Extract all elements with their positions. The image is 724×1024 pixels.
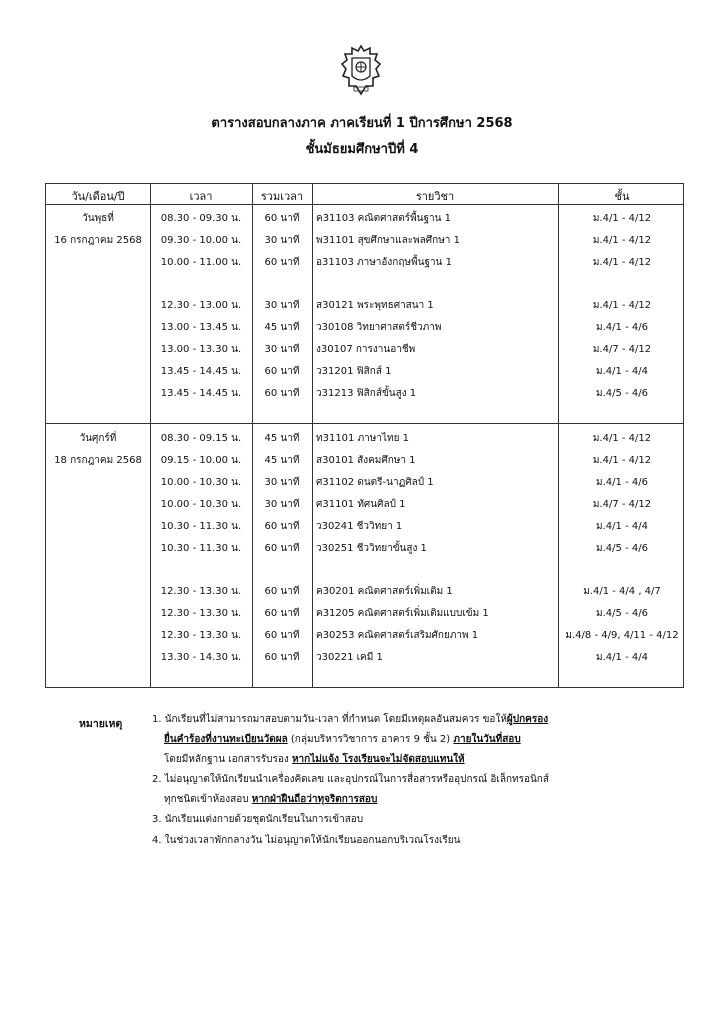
column-header-time: เวลา	[189, 190, 213, 203]
notes-label: หมายเหตุ	[79, 718, 123, 730]
row-duration: 30 นาที	[264, 344, 300, 355]
page-subtitle: ชั้นมัธยมศึกษาปีที่ 4	[305, 142, 419, 157]
day1-weekday: วันพุธที่	[82, 213, 114, 224]
row-subject: ส30121 พระพุทธศาสนา 1	[316, 300, 434, 311]
note-1-line-1	[152, 713, 548, 727]
row-time: 12.30 - 13.00 น.	[160, 300, 242, 311]
row-level: ม.4/5 - 4/6	[596, 543, 648, 554]
row-duration: 60 นาที	[264, 652, 300, 663]
school-crest-icon	[340, 44, 382, 96]
row-subject: ค30201 คณิตศาสตร์เพิ่มเติม 1	[316, 586, 453, 597]
row-level: ม.4/1 - 4/4	[596, 366, 648, 377]
row-time: 13.30 - 14.30 น.	[160, 652, 242, 663]
row-duration: 30 นาที	[264, 499, 300, 510]
row-subject: ค30253 คณิตศาสตร์เสริมศักยภาพ 1	[316, 630, 479, 641]
row-time: 12.30 - 13.30 น.	[160, 586, 242, 597]
row-subject: ง30107 การงานอาชีพ	[316, 344, 416, 355]
row-time: 13.45 - 14.45 น.	[160, 366, 242, 377]
row-duration: 60 นาที	[264, 543, 300, 554]
row-time: 09.15 - 10.00 น.	[160, 455, 242, 466]
note-text: โดยมีหลักฐาน เอกสารรับรอง	[164, 754, 292, 765]
row-subject: ส30101 สังคมศึกษา 1	[316, 455, 416, 466]
row-subject: ท31101 ภาษาไทย 1	[316, 433, 410, 444]
row-subject: ว31213 ฟิสิกส์ขั้นสูง 1	[316, 388, 417, 399]
row-subject: ว30241 ชีววิทยา 1	[316, 521, 403, 532]
column-header-level: ชั้น	[614, 190, 630, 203]
row-time: 13.45 - 14.45 น.	[160, 388, 242, 399]
row-duration: 45 นาที	[264, 322, 300, 333]
row-duration: 60 นาที	[264, 521, 300, 532]
row-level: ม.4/1 - 4/12	[592, 433, 652, 444]
row-level: ม.4/5 - 4/6	[596, 388, 648, 399]
row-subject: ศ31102 ดนตรี-นาฏศิลป์ 1	[316, 477, 434, 488]
row-level: ม.4/1 - 4/6	[596, 477, 648, 488]
column-header-date: วัน/เดือน/ปี	[71, 190, 125, 203]
row-duration: 60 นาที	[264, 257, 300, 268]
row-time: 10.30 - 11.30 น.	[160, 543, 242, 554]
row-duration: 30 นาที	[264, 235, 300, 246]
row-duration: 60 นาที	[264, 608, 300, 619]
row-time: 10.30 - 11.30 น.	[160, 521, 242, 532]
row-subject: พ31101 สุขศึกษาและพลศึกษา 1	[316, 235, 460, 246]
row-subject: อ31103 ภาษาอังกฤษพื้นฐาน 1	[316, 257, 452, 268]
row-level: ม.4/1 - 4/12	[592, 455, 652, 466]
note-text: ทุกชนิดเข้าห้องสอบ	[164, 794, 252, 805]
note-emphasis: หากไม่แจ้ง โรงเรียนจะไม่จัดสอบแทนให้	[291, 754, 465, 765]
row-time: 08.30 - 09.15 น.	[160, 433, 242, 444]
row-level: ม.4/1 - 4/12	[592, 213, 652, 224]
row-time: 10.00 - 11.00 น.	[160, 257, 242, 268]
row-time: 08.30 - 09.30 น.	[160, 213, 242, 224]
note-3: 3. นักเรียนแต่งกายด้วยชุดนักเรียนในการเข้าสอบ	[152, 814, 364, 825]
column-header-subject: รายวิชา	[415, 190, 455, 203]
row-level: ม.4/7 - 4/12	[592, 499, 652, 510]
row-level: ม.4/8 - 4/9, 4/11 - 4/12	[565, 630, 679, 641]
row-subject: ว30251 ชีววิทยาขั้นสูง 1	[316, 543, 427, 554]
note-text: (กลุ่มบริหารวิชาการ อาคาร 9 ชั้น 2)	[287, 734, 454, 745]
column-header-duration: รวมเวลา	[260, 190, 304, 203]
row-duration: 60 นาที	[264, 366, 300, 377]
row-duration: 60 นาที	[264, 630, 300, 641]
row-level: ม.4/7 - 4/12	[592, 344, 652, 355]
row-level: ม.4/5 - 4/6	[596, 608, 648, 619]
row-time: 09.30 - 10.00 น.	[160, 235, 242, 246]
day2-weekday: วันศุกร์ที่	[79, 433, 117, 444]
row-level: ม.4/1 - 4/4 , 4/7	[583, 586, 661, 597]
row-subject: ว31201 ฟิสิกส์ 1	[316, 366, 392, 377]
note-emphasis: ผู้ปกครอง	[506, 714, 549, 725]
row-level: ม.4/1 - 4/4	[596, 652, 648, 663]
note-emphasis: ยื่นคำร้องที่งานทะเบียนวัดผล	[164, 734, 288, 745]
day2-date: 18 กรกฎาคม 2568	[54, 455, 142, 466]
row-time: 12.30 - 13.30 น.	[160, 608, 242, 619]
row-duration: 60 นาที	[264, 388, 300, 399]
note-emphasis: หากฝ่าฝืนถือว่าทุจริตการสอบ	[251, 794, 378, 805]
row-level: ม.4/1 - 4/12	[592, 235, 652, 246]
note-emphasis: ภายในวันที่สอบ	[453, 734, 521, 745]
row-subject: ว30221 เคมี 1	[316, 652, 383, 663]
row-subject: ค31205 คณิตศาสตร์เพิ่มเติมแบบเข้ม 1	[316, 608, 489, 619]
row-duration: 60 นาที	[264, 586, 300, 597]
page-title: ตารางสอบกลางภาค ภาคเรียนที่ 1 ปีการศึกษา 2568	[211, 116, 513, 131]
row-time: 10.00 - 10.30 น.	[160, 477, 242, 488]
note-1-line-2	[164, 733, 521, 747]
row-time: 13.00 - 13.30 น.	[160, 344, 242, 355]
row-time: 13.00 - 13.45 น.	[160, 322, 242, 333]
exam-schedule-table	[45, 183, 684, 688]
row-time: 12.30 - 13.30 น.	[160, 630, 242, 641]
note-4: 4. ในช่วงเวลาพักกลางวัน ไม่อนุญาตให้นักเรียนออกนอกบริเวณโรงเรียน	[152, 835, 461, 846]
row-duration: 30 นาที	[264, 477, 300, 488]
row-duration: 60 นาที	[264, 213, 300, 224]
row-duration: 30 นาที	[264, 300, 300, 311]
row-subject: ว30108 วิทยาศาสตร์ชีวภาพ	[316, 322, 442, 333]
row-level: ม.4/1 - 4/12	[592, 257, 652, 268]
note-2-line-1: 2. ไม่อนุญาตให้นักเรียนนำเครื่องคิดเลข และอุปกรณ์ในการสื่อสารหรืออุปกรณ์ อิเล็กทรอนิกส์	[152, 774, 549, 785]
row-level: ม.4/1 - 4/6	[596, 322, 648, 333]
row-duration: 45 นาที	[264, 455, 300, 466]
note-1-line-3	[164, 753, 465, 767]
row-time: 10.00 - 10.30 น.	[160, 499, 242, 510]
row-duration: 45 นาที	[264, 433, 300, 444]
note-2-line-2	[164, 793, 377, 807]
note-text: 1. นักเรียนที่ไม่สามารถมาสอบตามวัน-เวลา ที่กำหนด โดยมีเหตุผลอันสมควร ขอให้	[152, 714, 507, 725]
row-level: ม.4/1 - 4/12	[592, 300, 652, 311]
row-subject: ศ31101 ทัศนศิลป์ 1	[316, 499, 406, 510]
day1-date: 16 กรกฎาคม 2568	[54, 235, 142, 246]
row-level: ม.4/1 - 4/4	[596, 521, 648, 532]
row-subject: ค31103 คณิตศาสตร์พื้นฐาน 1	[316, 213, 452, 224]
